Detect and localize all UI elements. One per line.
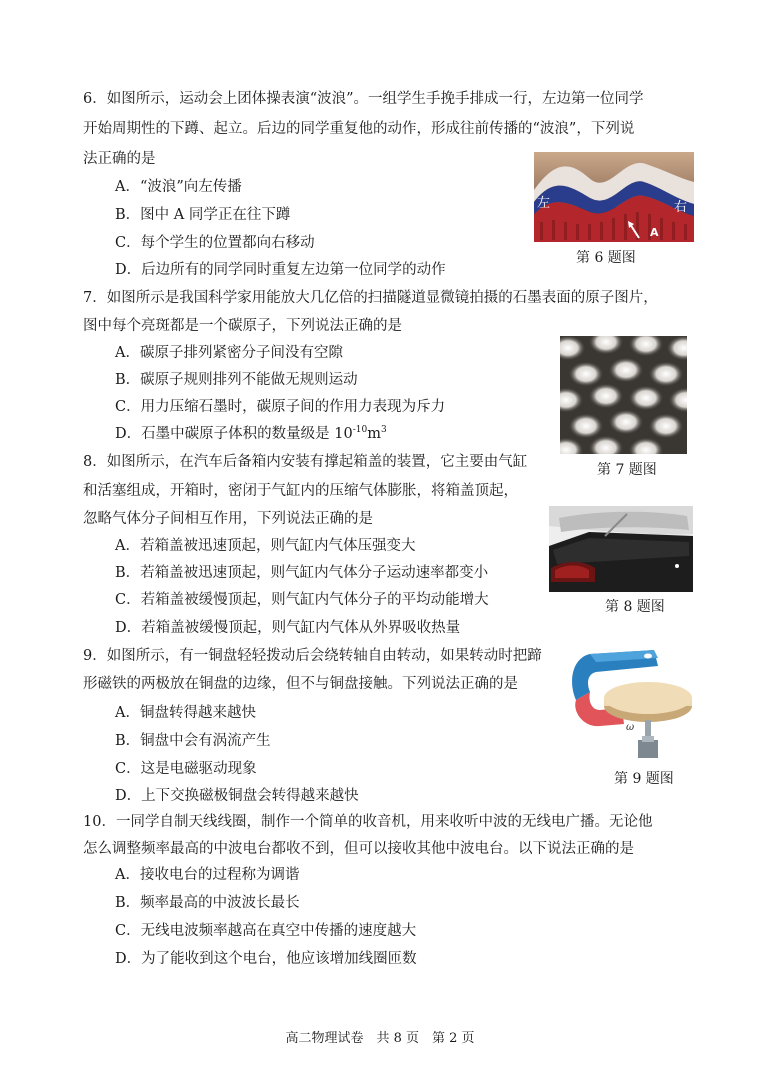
option-d-text: D．石墨中碳原子体积的数量级是 10 <box>115 426 353 442</box>
figure-6-caption: 第 6 题图 <box>576 250 636 266</box>
figure-9-caption: 第 9 题图 <box>614 771 674 787</box>
question-8-option-b[interactable]: B．若箱盖被迅速顶起，则气缸内气体分子运动速率都变小 <box>115 565 489 581</box>
wave-performance-photo <box>534 152 694 242</box>
question-8-stem-line-1: 8．如图所示，在汽车后备箱内安装有撑起箱盖的装置，它主要由气缸 <box>83 454 528 470</box>
question-8-option-d[interactable]: D．若箱盖被缓慢顶起，则气缸内气体从外界吸收热量 <box>115 620 461 636</box>
wave-performance-figure <box>534 152 694 242</box>
question-7-option-b[interactable]: B．碳原子规则排列不能做无规则运动 <box>115 372 358 388</box>
question-9-option-d[interactable]: D．上下交换磁极铜盘会转得越来越快 <box>115 788 359 804</box>
question-6-option-d[interactable]: D．后边所有的同学同时重复左边第一位同学的动作 <box>115 262 446 278</box>
pivot-icon <box>644 654 652 659</box>
question-8-stem-line-3: 忽略气体分子间相互作用，下列说法正确的是 <box>83 511 373 527</box>
left-label: 左 <box>537 196 551 211</box>
question-9-option-c[interactable]: C．这是电磁驱动现象 <box>115 761 257 777</box>
question-7-option-d[interactable] <box>115 424 387 444</box>
question-10-option-d[interactable]: D．为了能收到这个电台，他应该增加线圈匝数 <box>115 951 417 967</box>
question-6-stem-line-1: 6．如图所示，运动会上团体操表演“波浪”。一组学生手挽手排成一行，左边第一位同学 <box>83 91 644 107</box>
right-label: 右 <box>674 200 688 215</box>
question-6-option-b[interactable]: B．图中 A 同学正在往下蹲 <box>115 207 291 223</box>
question-10-stem-line-2: 怎么调整频率最高的中波电台都收不到，但可以接收其他中波电台。以下说法正确的是 <box>83 841 634 857</box>
point-a-label: A <box>650 226 659 239</box>
car-trunk-photo <box>549 506 693 592</box>
question-10-option-c[interactable]: C．无线电波频率越高在真空中传播的速度越大 <box>115 923 417 939</box>
option-d-exponent: -10 <box>352 425 368 435</box>
question-6-option-c[interactable]: C．每个学生的位置都向右移动 <box>115 235 315 251</box>
page-footer: 高二物理试卷 共 8 页 第 2 页 <box>285 1031 475 1046</box>
figure-7-caption: 第 7 题图 <box>597 462 657 478</box>
question-8-option-c[interactable]: C．若箱盖被缓慢顶起，则气缸内气体分子的平均动能增大 <box>115 592 489 608</box>
question-9-stem-line-2: 形磁铁的两极放在铜盘的边缘，但不与铜盘接触。下列说法正确的是 <box>83 676 518 692</box>
question-7-stem-line-1: 7．如图所示是我国科学家用能放大几亿倍的扫描隧道显微镜拍摄的石墨表面的原子图片， <box>83 290 658 306</box>
question-9-stem-line-1: 9．如图所示，有一铜盘轻轻拨动后会绕转轴自由转动，如果转动时把蹄 <box>83 648 542 664</box>
question-6-stem-line-2: 开始周期性的下蹲、起立。后边的同学重复他的动作，形成往前传播的“波浪”，下列说 <box>83 121 635 137</box>
question-7-option-c[interactable]: C．用力压缩石墨时，碳原子间的作用力表现为斥力 <box>115 399 446 415</box>
copper-disk-magnet-figure <box>570 642 696 766</box>
question-10-option-b[interactable]: B．频率最高的中波波长最长 <box>115 895 300 911</box>
question-7-stem-line-2: 图中每个亮斑都是一个碳原子，下列说法正确的是 <box>83 318 402 334</box>
option-d-unit: m <box>367 426 381 442</box>
question-10-stem-line-1: 10．一同学自制天线线圈，制作一个简单的收音机，用来收听中波的无线电广播。无论他 <box>83 814 653 830</box>
question-8-option-a[interactable]: A．若箱盖被迅速顶起，则气缸内气体压强变大 <box>115 538 416 554</box>
figure-8-caption: 第 8 题图 <box>605 599 665 615</box>
question-6-option-a[interactable]: A．“波浪”向左传播 <box>115 179 242 195</box>
question-6-stem-line-3: 法正确的是 <box>83 151 156 167</box>
question-10-option-a[interactable]: A．接收电台的过程称为调谐 <box>115 867 300 883</box>
question-9-option-a[interactable]: A．铜盘转得越来越快 <box>115 705 256 721</box>
copper-disk-magnet-diagram <box>570 642 696 766</box>
omega-label: ω <box>626 722 635 733</box>
option-d-unit-exponent: 3 <box>380 425 387 435</box>
car-trunk-figure <box>549 506 693 592</box>
question-8-stem-line-2: 和活塞组成，开箱时，密闭于气缸内的压缩气体膨胀，将箱盖顶起， <box>83 483 518 499</box>
graphite-atoms-figure <box>560 336 687 454</box>
question-7-option-a[interactable]: A．碳原子排列紧密分子间没有空隙 <box>115 345 343 361</box>
graphite-stm-image <box>560 336 687 454</box>
question-9-option-b[interactable]: B．铜盘中会有涡流产生 <box>115 733 271 749</box>
